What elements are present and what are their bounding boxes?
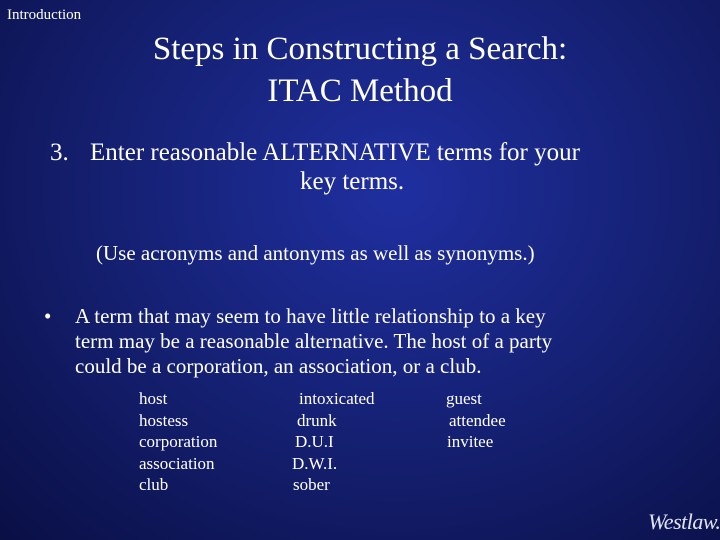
- term-item: club: [139, 475, 169, 494]
- title-line-2: ITAC Method: [267, 73, 453, 109]
- term-item: hostess: [139, 410, 189, 430]
- term-item: D.U.I: [295, 432, 334, 451]
- term-item: guest: [446, 389, 482, 408]
- section-label: Introduction: [7, 7, 82, 23]
- bullet-text: [75, 304, 552, 379]
- bullet-line: could be a corporation, an association, or a club.: [75, 354, 482, 378]
- step-text-line-1: Enter reasonable ALTERNATIVE terms for your: [90, 139, 580, 166]
- term-item: association: [139, 453, 215, 473]
- term-item: host: [139, 389, 168, 408]
- westlaw-logo: Westlaw.: [648, 509, 720, 534]
- step-text-line-2: key terms.: [300, 168, 405, 195]
- terms-column-3: [446, 388, 506, 453]
- terms-column-2: [290, 388, 375, 496]
- term-item: intoxicated: [299, 389, 375, 408]
- term-item: attendee: [449, 410, 506, 430]
- bullet-line: A term that may seem to have little relationship to a key: [75, 304, 546, 328]
- term-item: sober: [293, 475, 330, 494]
- term-item: invitee: [447, 432, 494, 451]
- terms-column-1: [139, 388, 217, 496]
- term-item: corporation: [139, 432, 218, 451]
- title-line-1: Steps in Constructing a Search:: [152, 31, 568, 67]
- step-number: 3.: [50, 139, 69, 166]
- term-item: D.W.I.: [292, 453, 338, 473]
- page-title: [0, 28, 720, 112]
- bullet-line: term may be a reasonable alternative. The host of a party: [75, 329, 553, 353]
- note-text: (Use acronyms and antonyms as well as synonyms.): [96, 241, 535, 265]
- term-item: drunk: [297, 410, 337, 430]
- bullet-dot: •: [44, 304, 52, 328]
